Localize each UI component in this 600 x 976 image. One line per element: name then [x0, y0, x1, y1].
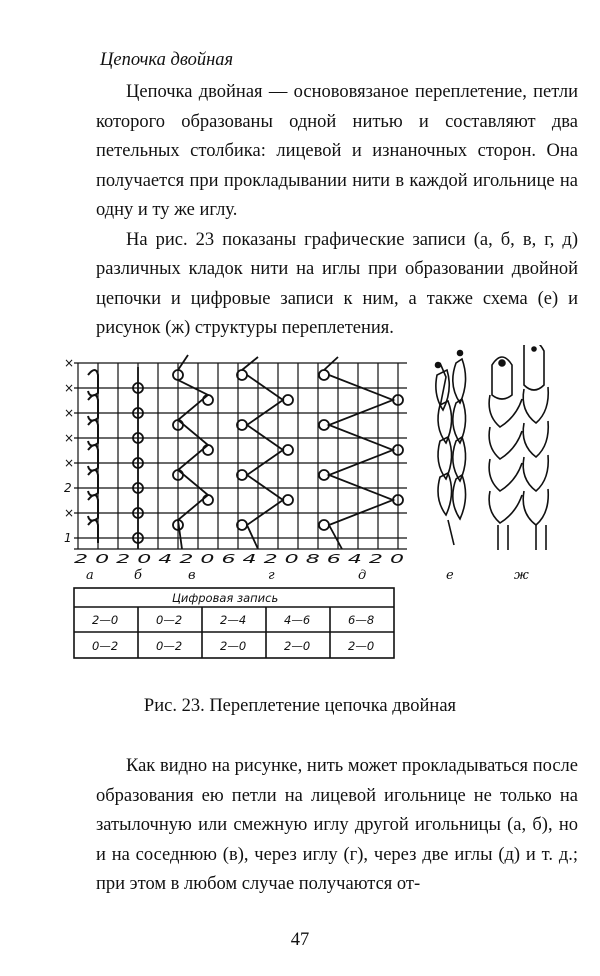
row-mark-1: 1	[64, 531, 72, 545]
closing-text	[96, 752, 578, 900]
table-cell: 2—0	[348, 639, 375, 653]
table-cell: 6—8	[348, 613, 375, 627]
svg-text:×: ×	[64, 406, 75, 420]
label-zh: ж	[514, 568, 529, 583]
figure-23	[62, 345, 582, 665]
label-a: а	[86, 568, 94, 583]
section-heading: Цепочка двойная	[100, 50, 234, 70]
label-e: е	[446, 568, 454, 583]
table-cell: 2—0	[220, 639, 247, 653]
paragraph-2: На рис. 23 показаны графические записи (а, б, в, г, д) различных кладок нити на иглы при образовании двойной цепочки и цифровые записи к ним, а также схема (е) и рисунок (ж) структуры переплетения.	[96, 229, 578, 338]
table-cell: 2—0	[92, 613, 119, 627]
variant-d-loops	[319, 357, 403, 549]
table-cell: 0—2	[92, 639, 119, 653]
table-cell: 0—2	[156, 613, 183, 627]
variant-a-loops	[88, 370, 98, 543]
variant-g-loops	[237, 357, 293, 549]
table-cell: 2—4	[220, 613, 247, 627]
needle-digit-row: 2 0 2 0 4 2 0 6 4 2 0 8 6 4 2 0	[74, 552, 405, 566]
paragraph-1: Цепочка двойная — основовязаное переплетение, петли которого образованы одной нитью и составляют два петельных столбика: лицевой и изнаночных сторон. Она получается при прокладывании нити в каждой игольнице на одну и ту же иглу.	[96, 82, 578, 220]
svg-text:×: ×	[64, 456, 75, 470]
paragraph-3: Как видно на рисунке, нить может прокладываться после образования ею петли на лицевой игольнице не только на затылочную или смежную иглу другой игольницы (а, б), но и на соседнюю (в), через иглу (г), через две иглы (д) и т. д.; при этом в любом случае получаются от-	[96, 756, 578, 894]
label-b: б	[134, 568, 142, 583]
svg-text:×: ×	[64, 506, 75, 520]
structure-drawing-zh	[489, 345, 548, 550]
label-d: д	[358, 568, 367, 583]
table-cell: 4—6	[284, 613, 311, 627]
figure-caption: Рис. 23. Переплетение цепочка двойная	[143, 696, 457, 716]
intro-text	[96, 78, 578, 344]
label-g: г	[268, 568, 275, 583]
page-number: 47	[290, 930, 310, 950]
svg-text:×: ×	[64, 356, 75, 370]
svg-text:×: ×	[64, 431, 75, 445]
table-header: Цифровая запись	[172, 591, 279, 605]
variant-b-loops	[133, 367, 143, 549]
table-cell: 0—2	[156, 639, 183, 653]
row-mark-2: 2	[64, 481, 72, 495]
svg-text:×: ×	[64, 381, 75, 395]
table-cell: 2—0	[284, 639, 311, 653]
variant-v-loops	[173, 355, 213, 549]
row-markers	[64, 356, 74, 545]
schema-e	[436, 351, 466, 546]
label-v: в	[188, 568, 196, 583]
